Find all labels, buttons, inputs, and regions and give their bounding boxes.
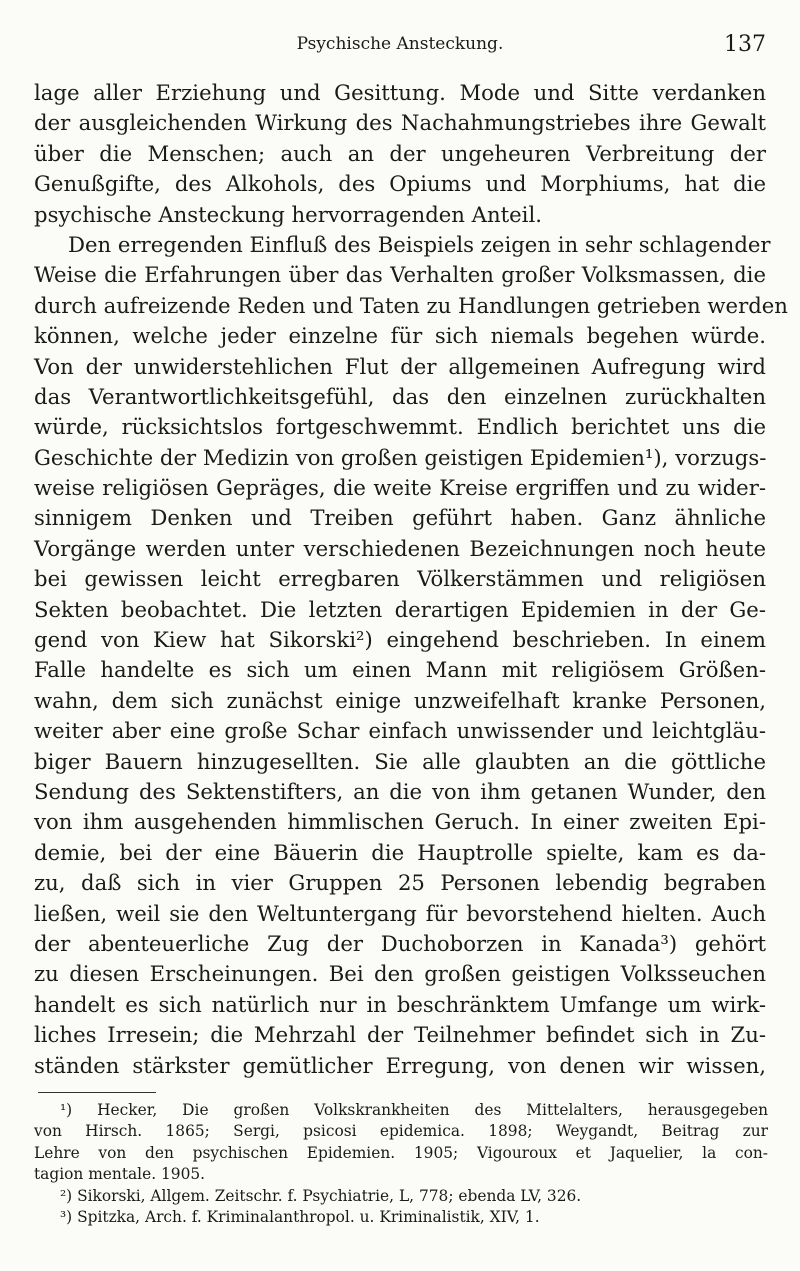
text-line: sinnigem Denken und Treiben geführt haben. Ganz ähnliche — [34, 505, 766, 531]
text-line: Sekten beobachtet. Die letzten derartigen Epidemien in der Ge- — [34, 596, 766, 622]
text-line: wahn, dem sich zunächst einige unzweifelhaft kranke Personen, — [34, 687, 766, 713]
text-line: Vorgänge werden unter verschiedenen Bezeichnungen noch heute — [34, 535, 766, 561]
footnote-line: ³) Spitzka, Arch. f. Kriminalanthropol. u. Kriminalistik, XIV, 1. — [60, 1207, 540, 1226]
text-line: ließen, weil sie den Weltuntergang für bevorstehend hielten. Auch — [34, 900, 766, 926]
text-line: ständen stärkster gemütlicher Erregung, von denen wir wissen, — [34, 1052, 766, 1078]
text-line: weise religiösen Gepräges, die weite Kreise ergriffen und zu wider- — [34, 475, 766, 501]
footnote-line: ¹) Hecker, Die großen Volkskrankheiten des Mittelalters, herausgegeben — [60, 1101, 768, 1119]
text-line: der ausgleichenden Wirkung des Nachahmungstriebes ihre Gewalt — [34, 110, 766, 136]
text-line: bei gewissen leicht erregbaren Völkerstämmen und religiösen — [34, 566, 766, 592]
text-line: Sendung des Sektenstifters, an die von ihm getanen Wunder, den — [34, 778, 766, 804]
text-line: handelt es sich natürlich nur in beschränktem Umfange um wirk- — [34, 991, 766, 1017]
text-line: gend von Kiew hat Sikorski²) eingehend beschrieben. In einem — [34, 627, 766, 653]
text-line: weiter aber eine große Schar einfach unwissender und leichtgläu- — [34, 718, 766, 744]
text-line: biger Bauern hinzugesellten. Sie alle glaubten an die göttliche — [34, 748, 766, 774]
text-line: von ihm ausgehenden himmlischen Geruch. In einer zweiten Epi- — [34, 809, 766, 835]
text-line: Genußgifte, des Alkohols, des Opiums und Morphiums, hat die — [34, 171, 766, 197]
text-line: Falle handelte es sich um einen Mann mit religiösem Größen- — [34, 657, 766, 683]
footnote-line: von Hirsch. 1865; Sergi, psicosi epidemica. 1898; Weygandt, Beitrag zur — [34, 1122, 768, 1141]
text-line: zu, daß sich in vier Gruppen 25 Personen lebendig begraben — [34, 870, 766, 896]
text-line: Weise die Erfahrungen über das Verhalten großer Volksmassen, die — [34, 262, 766, 288]
text-line: psychische Ansteckung hervorragenden Anteil. — [34, 201, 542, 227]
footnotes — [34, 1100, 768, 1228]
running-header — [0, 32, 800, 60]
footnote-line: ²) Sikorski, Allgem. Zeitschr. f. Psychiatrie, L, 778; ebenda LV, 326. — [60, 1186, 582, 1205]
footnote-line: Lehre von den psychischen Epidemien. 1905; Vigouroux et Jaquelier, la con- — [34, 1143, 768, 1162]
text-line: können, welche jeder einzelne für sich niemals begehen würde. — [34, 323, 766, 349]
text-line: demie, bei der eine Bäuerin die Hauptrolle spielte, kam es da- — [34, 839, 766, 865]
text-line: zu diesen Erscheinungen. Bei den großen geistigen Volksseuchen — [34, 961, 766, 987]
footnote-rule — [38, 1092, 156, 1093]
text-line: der abenteuerliche Zug der Duchoborzen in Kanada³) gehört — [34, 930, 766, 956]
text-line: Geschichte der Medizin von großen geistigen Epidemien¹), vorzugs- — [34, 444, 767, 470]
running-title: Psychische Ansteckung. — [296, 34, 504, 54]
text-line: würde, rücksichtslos fortgeschwemmt. Endlich berichtet uns die — [34, 414, 766, 440]
page-number: 137 — [724, 32, 766, 57]
footnote-line: tagion mentale. 1905. — [34, 1165, 206, 1184]
text-line: lage aller Erziehung und Gesittung. Mode und Sitte verdanken — [34, 80, 766, 105]
body-text — [34, 78, 788, 1081]
text-line: das Verantwortlichkeitsgefühl, das den einzelnen zurückhalten — [34, 383, 766, 409]
text-line: durch aufreizende Reden und Taten zu Handlungen getrieben werden — [34, 292, 788, 318]
text-line: Den erregenden Einfluß des Beispiels zeigen in sehr schlagender — [68, 231, 771, 257]
text-line: über die Menschen; auch an der ungeheuren Verbreitung der — [34, 140, 766, 166]
text-line: Von der unwiderstehlichen Flut der allgemeinen Aufregung wird — [34, 353, 766, 379]
text-line: liches Irresein; die Mehrzahl der Teilnehmer befindet sich in Zu- — [34, 1022, 766, 1048]
